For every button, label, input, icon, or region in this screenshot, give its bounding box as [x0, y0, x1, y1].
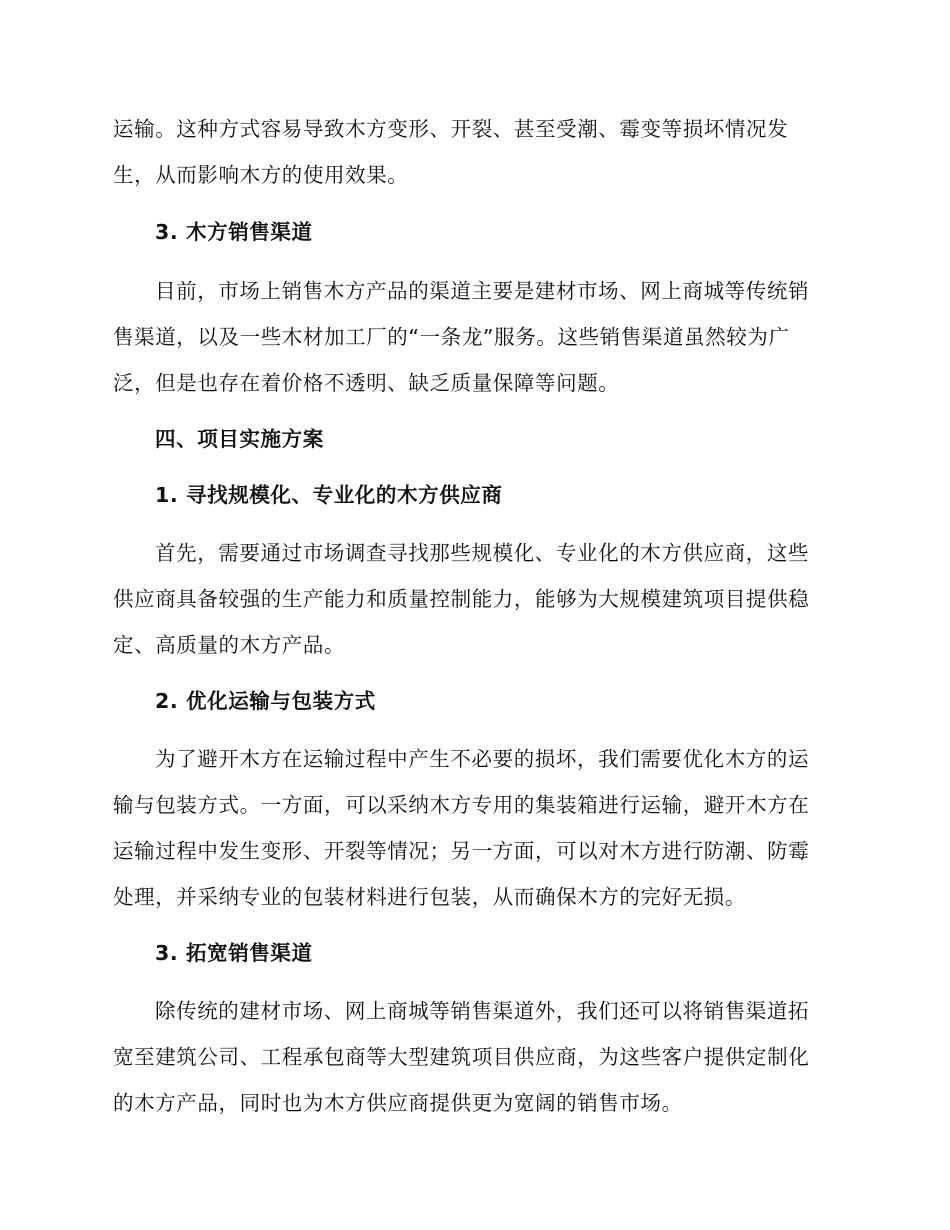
paragraph-line: 售渠道，以及一些木材加工厂的“一条龙”服务。这些销售渠道虽然较为广 — [113, 325, 790, 349]
chapter-heading: 四、项目实施方案 — [155, 427, 324, 451]
paragraph-line: 运输过程中发生变形、开裂等情况；另一方面，可以对木方进行防潮、防霉 — [113, 839, 810, 863]
paragraph-line: 泛，但是也存在着价格不透明、缺乏质量保障等问题。 — [113, 371, 620, 395]
paragraph-line: 目前，市场上销售木方产品的渠道主要是建材市场、网上商城等传统销 — [155, 279, 810, 303]
paragraph-line: 为了避开木方在运输过程中产生不必要的损坏，我们需要优化木方的运 — [155, 747, 810, 771]
paragraph-line: 的木方产品，同时也为木方供应商提供更为宽阔的销售市场。 — [113, 1091, 683, 1115]
section-heading: 3. 木方销售渠道 — [155, 220, 313, 244]
paragraph-line: 处理，并采纳专业的包装材料进行包装，从而确保木方的完好无损。 — [113, 885, 746, 909]
paragraph-line: 宽至建筑公司、工程承包商等大型建筑项目供应商，为这些客户提供定制化 — [113, 1045, 810, 1069]
section-heading: 3. 拓宽销售渠道 — [155, 941, 313, 965]
paragraph-line: 除传统的建材市场、网上商城等销售渠道外，我们还可以将销售渠道拓 — [155, 999, 810, 1023]
paragraph-line: 输与包装方式。一方面，可以采纳木方专用的集装箱进行运输，避开木方在 — [113, 793, 810, 817]
paragraph-line: 运输。这种方式容易导致木方变形、开裂、甚至受潮、霉变等损坏情况发 — [113, 117, 789, 141]
paragraph-line: 首先，需要通过市场调查寻找那些规模化、专业化的木方供应商，这些 — [155, 541, 810, 565]
section-heading: 1. 寻找规模化、专业化的木方供应商 — [155, 483, 503, 507]
paragraph-line: 供应商具备较强的生产能力和质量控制能力，能够为大规模建筑项目提供稳 — [113, 587, 810, 611]
paragraph-line: 生，从而影响木方的使用效果。 — [113, 163, 409, 187]
section-heading: 2. 优化运输与包装方式 — [155, 689, 376, 713]
paragraph-line: 定、高质量的木方产品。 — [113, 633, 346, 657]
